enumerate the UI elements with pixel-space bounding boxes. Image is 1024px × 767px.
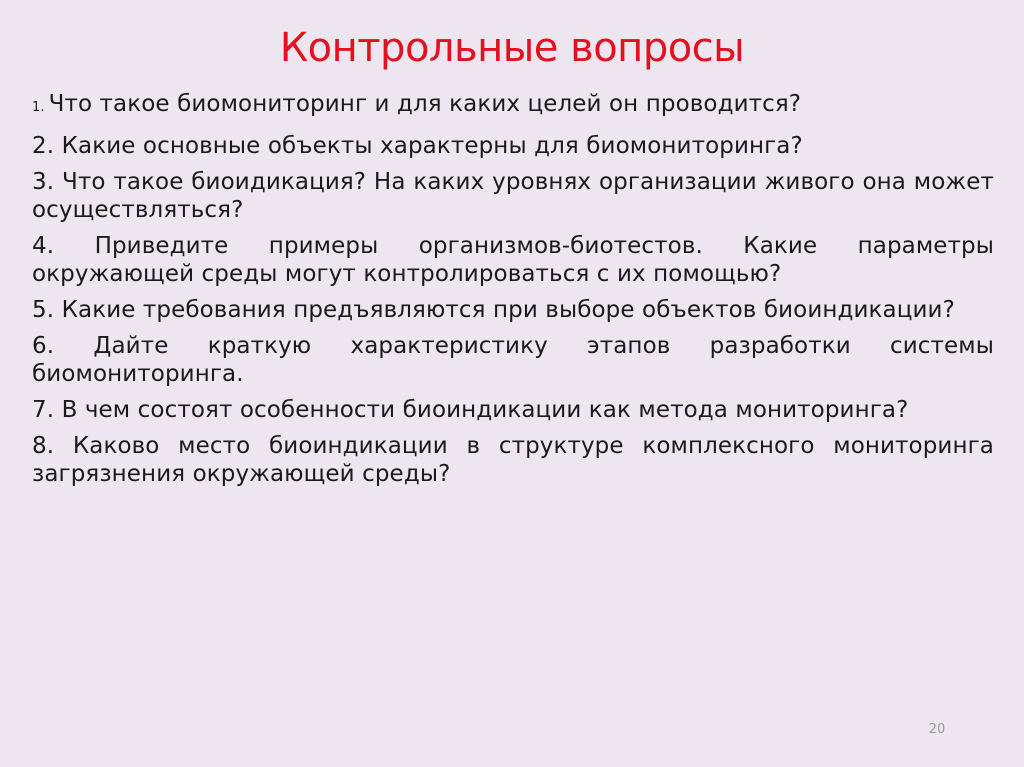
question-item-7 xyxy=(32,396,994,424)
question-number: 1. xyxy=(32,100,45,115)
question-text: Каково место биоиндикации в структуре комплексного мониторинга загрязнения окружающей среды? xyxy=(32,433,994,487)
question-item-6 xyxy=(32,332,994,388)
question-text: Что такое биоидикация? На каких уровнях организации живого она может осуществляться? xyxy=(32,169,994,223)
question-item-5 xyxy=(32,296,994,324)
question-text: Дайте краткую характеристику этапов разработки системы биомониторинга. xyxy=(32,333,994,387)
question-text: Какие основные объекты характерны для биомониторинга? xyxy=(61,133,803,159)
page-number: 20 xyxy=(928,722,946,737)
question-number: 6. xyxy=(32,333,55,359)
question-item-3 xyxy=(32,168,994,224)
slide-title: Контрольные вопросы xyxy=(279,25,745,71)
question-text: Что такое биомониторинг и для каких целей он проводится? xyxy=(48,91,802,117)
question-text: В чем состоят особенности биоиндикации как метода мониторинга? xyxy=(61,397,909,423)
question-text: Какие требования предъявляются при выборе объектов биоиндикации? xyxy=(61,297,955,323)
question-number: 4. xyxy=(32,233,55,259)
question-item-8 xyxy=(32,432,994,488)
question-item-2 xyxy=(32,132,994,160)
question-number: 3. xyxy=(32,169,55,195)
question-item-4 xyxy=(32,232,994,288)
question-text: Приведите примеры организмов-биотестов. Какие параметры окружающей среды могут контролироваться с их помощью? xyxy=(32,233,994,287)
question-number: 2. xyxy=(32,133,55,159)
questions-list xyxy=(32,90,994,496)
question-number: 8. xyxy=(32,433,55,459)
question-number: 5. xyxy=(32,297,55,323)
question-number: 7. xyxy=(32,397,55,423)
question-item-1 xyxy=(32,90,994,122)
